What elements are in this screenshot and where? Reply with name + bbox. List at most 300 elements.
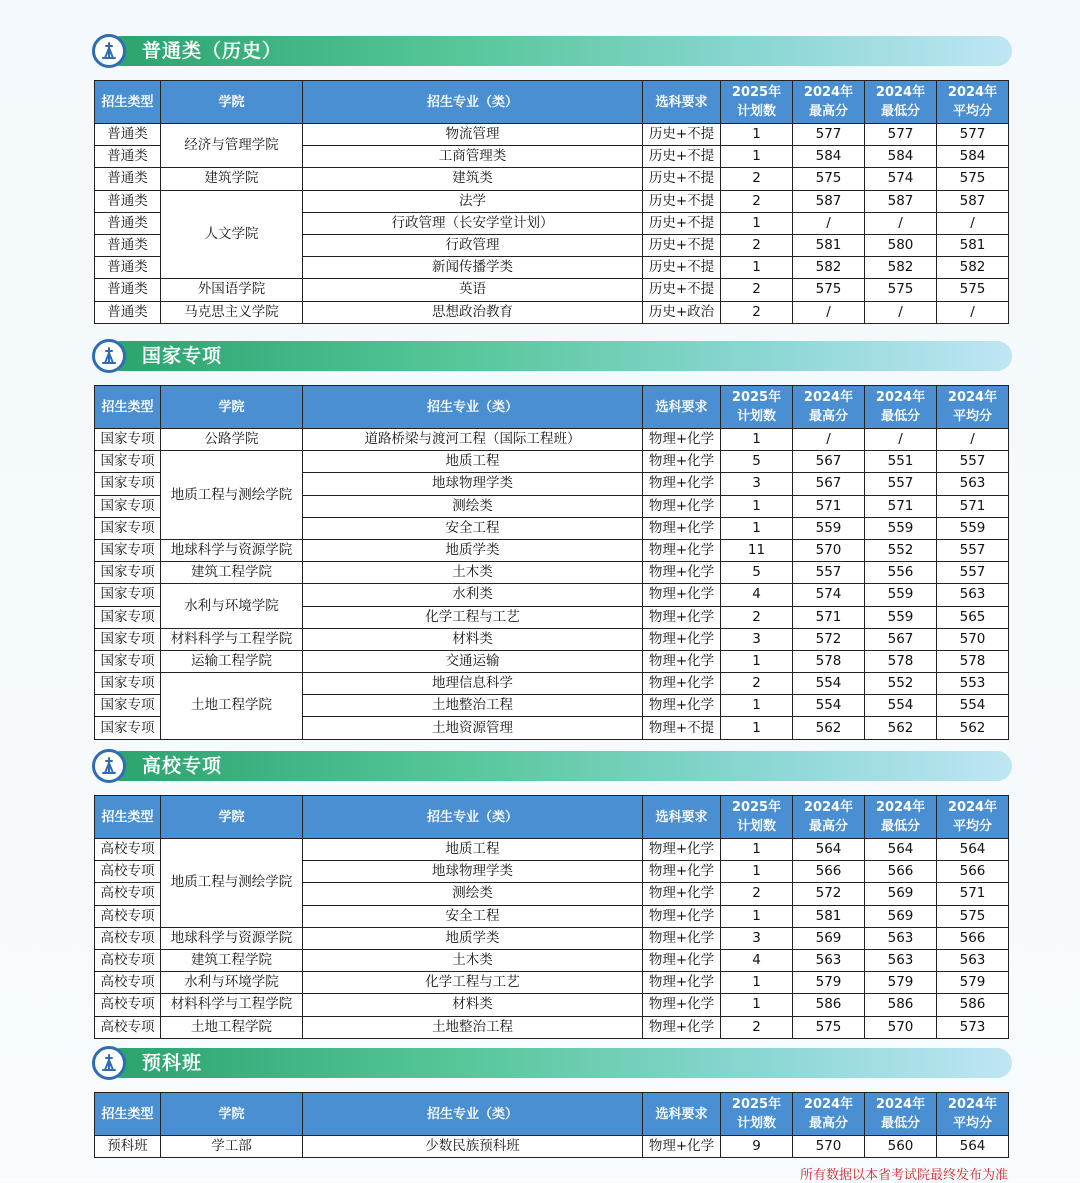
admission-table [94,1092,1009,1158]
cell-max-2024: 571 [793,495,865,517]
column-header-type [95,1093,161,1136]
cell-type: 国家专项 [95,650,161,672]
cell-max-2024: 567 [793,451,865,473]
cell-subject-req: 历史+不提 [643,234,721,256]
column-header-text: 学院 [218,94,245,110]
column-header-text: 选科要求 [655,809,708,825]
cell-min-2024: 578 [865,650,937,672]
table-row [95,650,1009,672]
cell-max-2024: 575 [793,168,865,190]
cell-avg-2024: 563 [937,473,1009,495]
cell-type: 高校专项 [95,994,161,1016]
column-header-text: 招生专业（类） [426,809,518,825]
table-row [95,124,1009,146]
cell-type: 高校专项 [95,972,161,994]
cell-max-2024: 563 [793,949,865,971]
cell-college: 水利与环境学院 [161,584,303,628]
campus-logo-icon [92,34,126,68]
cell-college: 地质工程与测绘学院 [161,839,303,928]
cell-avg-2024: 563 [937,949,1009,971]
cell-subject-req: 物理+化学 [643,861,721,883]
cell-avg-2024: 581 [937,234,1009,256]
cell-plan-2025: 4 [721,584,793,606]
cell-avg-2024: 584 [937,146,1009,168]
cell-subject-req: 历史+不提 [643,212,721,234]
cell-type: 普通类 [95,190,161,212]
cell-plan-2025: 1 [721,717,793,739]
cell-type: 普通类 [95,168,161,190]
cell-min-2024: 563 [865,949,937,971]
cell-major: 化学工程与工艺 [303,606,643,628]
table-row [95,1136,1009,1158]
cell-type: 国家专项 [95,429,161,451]
cell-subject-req: 物理+化学 [643,517,721,539]
cell-avg-2024: 571 [937,883,1009,905]
column-header-text: 计划数 [736,104,776,119]
cell-plan-2025: 1 [721,861,793,883]
table-row [95,1016,1009,1038]
column-header-major [303,81,643,124]
cell-type: 普通类 [95,146,161,168]
cell-min-2024: 566 [865,861,937,883]
cell-min-2024: 582 [865,257,937,279]
cell-min-2024: 560 [865,1136,937,1158]
cell-avg-2024: 573 [937,1016,1009,1038]
section-national-special [92,339,1012,740]
column-header-text: 招生类型 [101,399,154,415]
cell-type: 国家专项 [95,473,161,495]
column-header-text: 选科要求 [655,399,708,415]
cell-college: 材料科学与工程学院 [161,628,303,650]
cell-max-2024: 575 [793,1016,865,1038]
column-header-college [161,81,303,124]
column-header-text: 2024年 [875,390,926,405]
cell-subject-req: 物理+化学 [643,883,721,905]
column-header-subject-req [643,1093,721,1136]
column-header-plan-2025 [721,796,793,839]
cell-avg-2024: 553 [937,673,1009,695]
cell-plan-2025: 1 [721,839,793,861]
section-title: 国家专项 [142,345,223,367]
cell-college: 外国语学院 [161,279,303,301]
cell-plan-2025: 1 [721,650,793,672]
cell-type: 国家专项 [95,717,161,739]
table-row [95,839,1009,861]
section-header [92,1046,1012,1080]
cell-min-2024: 556 [865,562,937,584]
cell-avg-2024: 575 [937,168,1009,190]
cell-major: 英语 [303,279,643,301]
cell-min-2024: 575 [865,279,937,301]
cell-subject-req: 物理+化学 [643,539,721,561]
table-row [95,562,1009,584]
column-header-text: 2024年 [947,85,998,100]
cell-plan-2025: 1 [721,257,793,279]
column-header-text: 2024年 [947,1097,998,1112]
column-header-text: 2025年 [731,390,782,405]
cell-type: 国家专项 [95,673,161,695]
cell-max-2024: 581 [793,905,865,927]
section-header [92,749,1012,783]
cell-min-2024: 559 [865,517,937,539]
cell-type: 普通类 [95,212,161,234]
cell-subject-req: 物理+化学 [643,429,721,451]
cell-plan-2025: 1 [721,972,793,994]
column-header-min-2024 [865,796,937,839]
cell-min-2024: 554 [865,695,937,717]
section-header-bar [106,751,1012,781]
section-header [92,34,1012,68]
table-row [95,429,1009,451]
cell-min-2024: 562 [865,717,937,739]
cell-max-2024: 564 [793,839,865,861]
column-header-text: 招生专业（类） [426,94,518,110]
cell-major: 水利类 [303,584,643,606]
cell-plan-2025: 2 [721,234,793,256]
column-header-min-2024 [865,81,937,124]
cell-type: 国家专项 [95,562,161,584]
column-header-major [303,1093,643,1136]
cell-type: 高校专项 [95,861,161,883]
column-header-text: 最低分 [880,104,920,119]
cell-major: 思想政治教育 [303,301,643,323]
cell-subject-req: 历史+政治 [643,301,721,323]
cell-college: 马克思主义学院 [161,301,303,323]
cell-avg-2024: 578 [937,650,1009,672]
cell-subject-req: 物理+化学 [643,628,721,650]
cell-type: 预科班 [95,1136,161,1158]
cell-max-2024: 557 [793,562,865,584]
cell-subject-req: 物理+化学 [643,949,721,971]
cell-avg-2024: 564 [937,839,1009,861]
cell-major: 安全工程 [303,905,643,927]
cell-college: 经济与管理学院 [161,124,303,168]
column-header-max-2024 [793,1093,865,1136]
table-row [95,279,1009,301]
cell-subject-req: 物理+化学 [643,606,721,628]
cell-subject-req: 物理+不提 [643,717,721,739]
column-header-text: 2025年 [731,800,782,815]
column-header-max-2024 [793,796,865,839]
cell-subject-req: 历史+不提 [643,257,721,279]
cell-type: 普通类 [95,124,161,146]
cell-type: 国家专项 [95,539,161,561]
table-header-row [95,81,1009,124]
cell-subject-req: 物理+化学 [643,473,721,495]
cell-plan-2025: 3 [721,628,793,650]
cell-avg-2024: 575 [937,279,1009,301]
cell-subject-req: 物理+化学 [643,650,721,672]
column-header-subject-req [643,386,721,429]
cell-type: 普通类 [95,234,161,256]
cell-min-2024: 559 [865,606,937,628]
cell-college: 地质工程与测绘学院 [161,451,303,540]
column-header-max-2024 [793,386,865,429]
section-title: 预科班 [142,1052,203,1074]
cell-type: 普通类 [95,279,161,301]
cell-plan-2025: 2 [721,673,793,695]
cell-min-2024: 552 [865,539,937,561]
cell-min-2024: 574 [865,168,937,190]
footnote: 所有数据以本省考试院最终发布为准 [799,1168,1008,1183]
cell-major: 地质工程 [303,451,643,473]
cell-major: 法学 [303,190,643,212]
cell-avg-2024: 571 [937,495,1009,517]
cell-min-2024: 587 [865,190,937,212]
cell-avg-2024: 575 [937,905,1009,927]
cell-avg-2024: 563 [937,584,1009,606]
column-header-text: 招生类型 [101,1106,154,1122]
table-row [95,949,1009,971]
section-header-bar [106,1048,1012,1078]
cell-type: 普通类 [95,257,161,279]
cell-subject-req: 历史+不提 [643,168,721,190]
cell-college: 建筑学院 [161,168,303,190]
cell-avg-2024: 586 [937,994,1009,1016]
table-row [95,628,1009,650]
cell-max-2024: / [793,429,865,451]
cell-max-2024: 574 [793,584,865,606]
column-header-text: 招生类型 [101,94,154,110]
cell-major: 物流管理 [303,124,643,146]
cell-major: 土地整治工程 [303,695,643,717]
cell-avg-2024: 566 [937,927,1009,949]
cell-plan-2025: 1 [721,695,793,717]
column-header-plan-2025 [721,386,793,429]
cell-plan-2025: 1 [721,146,793,168]
column-header-subject-req [643,796,721,839]
cell-type: 高校专项 [95,927,161,949]
cell-college: 建筑工程学院 [161,562,303,584]
column-header-college [161,1093,303,1136]
section-general-history [92,34,1012,324]
cell-major: 地质工程 [303,839,643,861]
table-row [95,584,1009,606]
cell-avg-2024: 557 [937,451,1009,473]
cell-max-2024: 554 [793,673,865,695]
cell-college: 材料科学与工程学院 [161,994,303,1016]
table-row [95,927,1009,949]
cell-subject-req: 物理+化学 [643,495,721,517]
column-header-text: 2024年 [803,1097,854,1112]
cell-min-2024: / [865,212,937,234]
column-header-text: 计划数 [736,409,776,424]
table-header-row [95,386,1009,429]
cell-max-2024: 578 [793,650,865,672]
cell-avg-2024: / [937,429,1009,451]
cell-min-2024: 577 [865,124,937,146]
column-header-type [95,796,161,839]
column-header-text: 2024年 [947,800,998,815]
column-header-text: 平均分 [952,104,992,119]
section-title: 普通类（历史） [142,40,283,62]
cell-max-2024: / [793,212,865,234]
cell-avg-2024: 570 [937,628,1009,650]
column-header-text: 学院 [218,1106,245,1122]
cell-major: 地质学类 [303,539,643,561]
column-header-text: 学院 [218,399,245,415]
cell-max-2024: 575 [793,279,865,301]
cell-avg-2024: 557 [937,539,1009,561]
cell-college: 地球科学与资源学院 [161,927,303,949]
cell-avg-2024: 587 [937,190,1009,212]
column-header-text: 学院 [218,809,245,825]
cell-plan-2025: 2 [721,190,793,212]
cell-subject-req: 物理+化学 [643,562,721,584]
cell-max-2024: 571 [793,606,865,628]
column-header-min-2024 [865,1093,937,1136]
cell-major: 土木类 [303,949,643,971]
cell-min-2024: 563 [865,927,937,949]
cell-avg-2024: 564 [937,1136,1009,1158]
column-header-major [303,796,643,839]
column-header-text: 2024年 [803,85,854,100]
cell-avg-2024: 566 [937,861,1009,883]
cell-min-2024: 564 [865,839,937,861]
cell-major: 土地资源管理 [303,717,643,739]
cell-major: 材料类 [303,628,643,650]
cell-avg-2024: 557 [937,562,1009,584]
cell-major: 道路桥梁与渡河工程（国际工程班） [303,429,643,451]
cell-avg-2024: 562 [937,717,1009,739]
cell-max-2024: 569 [793,927,865,949]
cell-plan-2025: 5 [721,451,793,473]
cell-type: 国家专项 [95,606,161,628]
cell-max-2024: 572 [793,883,865,905]
cell-min-2024: / [865,429,937,451]
cell-subject-req: 物理+化学 [643,905,721,927]
campus-logo-icon [92,339,126,373]
cell-plan-2025: 1 [721,517,793,539]
table-row [95,994,1009,1016]
cell-min-2024: 584 [865,146,937,168]
cell-avg-2024: 582 [937,257,1009,279]
cell-min-2024: 559 [865,584,937,606]
column-header-plan-2025 [721,81,793,124]
cell-college: 运输工程学院 [161,650,303,672]
table-row [95,673,1009,695]
cell-min-2024: 557 [865,473,937,495]
cell-plan-2025: 1 [721,994,793,1016]
cell-type: 国家专项 [95,695,161,717]
column-header-text: 2024年 [875,85,926,100]
cell-plan-2025: 2 [721,1016,793,1038]
column-header-type [95,386,161,429]
cell-college: 建筑工程学院 [161,949,303,971]
cell-plan-2025: 2 [721,168,793,190]
column-header-text: 最高分 [808,104,848,119]
cell-type: 国家专项 [95,628,161,650]
cell-max-2024: 577 [793,124,865,146]
cell-max-2024: 581 [793,234,865,256]
cell-max-2024: 566 [793,861,865,883]
campus-logo-icon [92,1046,126,1080]
table-header-row [95,796,1009,839]
cell-max-2024: 570 [793,539,865,561]
campus-logo-icon [92,749,126,783]
cell-college: 地球科学与资源学院 [161,539,303,561]
cell-plan-2025: 2 [721,279,793,301]
table-row [95,972,1009,994]
cell-major: 新闻传播学类 [303,257,643,279]
cell-major: 测绘类 [303,883,643,905]
cell-major: 建筑类 [303,168,643,190]
cell-college: 土地工程学院 [161,673,303,740]
cell-max-2024: 582 [793,257,865,279]
cell-subject-req: 物理+化学 [643,695,721,717]
cell-major: 少数民族预科班 [303,1136,643,1158]
cell-max-2024: 554 [793,695,865,717]
cell-avg-2024: 559 [937,517,1009,539]
column-header-college [161,386,303,429]
column-header-text: 招生类型 [101,809,154,825]
cell-plan-2025: 4 [721,949,793,971]
cell-plan-2025: 1 [721,495,793,517]
cell-subject-req: 物理+化学 [643,673,721,695]
admission-table [94,385,1009,740]
column-header-text: 2024年 [947,390,998,405]
column-header-text: 招生专业（类） [426,1106,518,1122]
cell-min-2024: 552 [865,673,937,695]
column-header-avg-2024 [937,81,1009,124]
cell-min-2024: / [865,301,937,323]
cell-min-2024: 570 [865,1016,937,1038]
cell-min-2024: 586 [865,994,937,1016]
cell-type: 国家专项 [95,584,161,606]
cell-min-2024: 569 [865,883,937,905]
cell-plan-2025: 2 [721,883,793,905]
cell-min-2024: 579 [865,972,937,994]
cell-college: 学工部 [161,1136,303,1158]
cell-plan-2025: 1 [721,212,793,234]
cell-max-2024: 586 [793,994,865,1016]
admission-table [94,795,1009,1039]
cell-major: 测绘类 [303,495,643,517]
column-header-text: 平均分 [952,819,992,834]
cell-min-2024: 571 [865,495,937,517]
cell-plan-2025: 2 [721,301,793,323]
cell-subject-req: 历史+不提 [643,279,721,301]
cell-type: 高校专项 [95,949,161,971]
column-header-text: 选科要求 [655,94,708,110]
cell-subject-req: 物理+化学 [643,927,721,949]
column-header-text: 平均分 [952,1116,992,1131]
cell-type: 高校专项 [95,1016,161,1038]
cell-plan-2025: 3 [721,473,793,495]
cell-subject-req: 历史+不提 [643,146,721,168]
cell-type: 国家专项 [95,517,161,539]
cell-major: 土木类 [303,562,643,584]
cell-major: 材料类 [303,994,643,1016]
cell-avg-2024: 554 [937,695,1009,717]
section-header [92,339,1012,373]
cell-plan-2025: 2 [721,606,793,628]
cell-type: 普通类 [95,301,161,323]
cell-max-2024: 579 [793,972,865,994]
cell-max-2024: 562 [793,717,865,739]
column-header-text: 2025年 [731,85,782,100]
cell-plan-2025: 11 [721,539,793,561]
cell-college: 人文学院 [161,190,303,279]
cell-plan-2025: 3 [721,927,793,949]
section-header-bar [106,341,1012,371]
cell-type: 高校专项 [95,839,161,861]
column-header-text: 2024年 [875,1097,926,1112]
cell-subject-req: 物理+化学 [643,1136,721,1158]
column-header-text: 选科要求 [655,1106,708,1122]
cell-min-2024: 569 [865,905,937,927]
table-row [95,190,1009,212]
